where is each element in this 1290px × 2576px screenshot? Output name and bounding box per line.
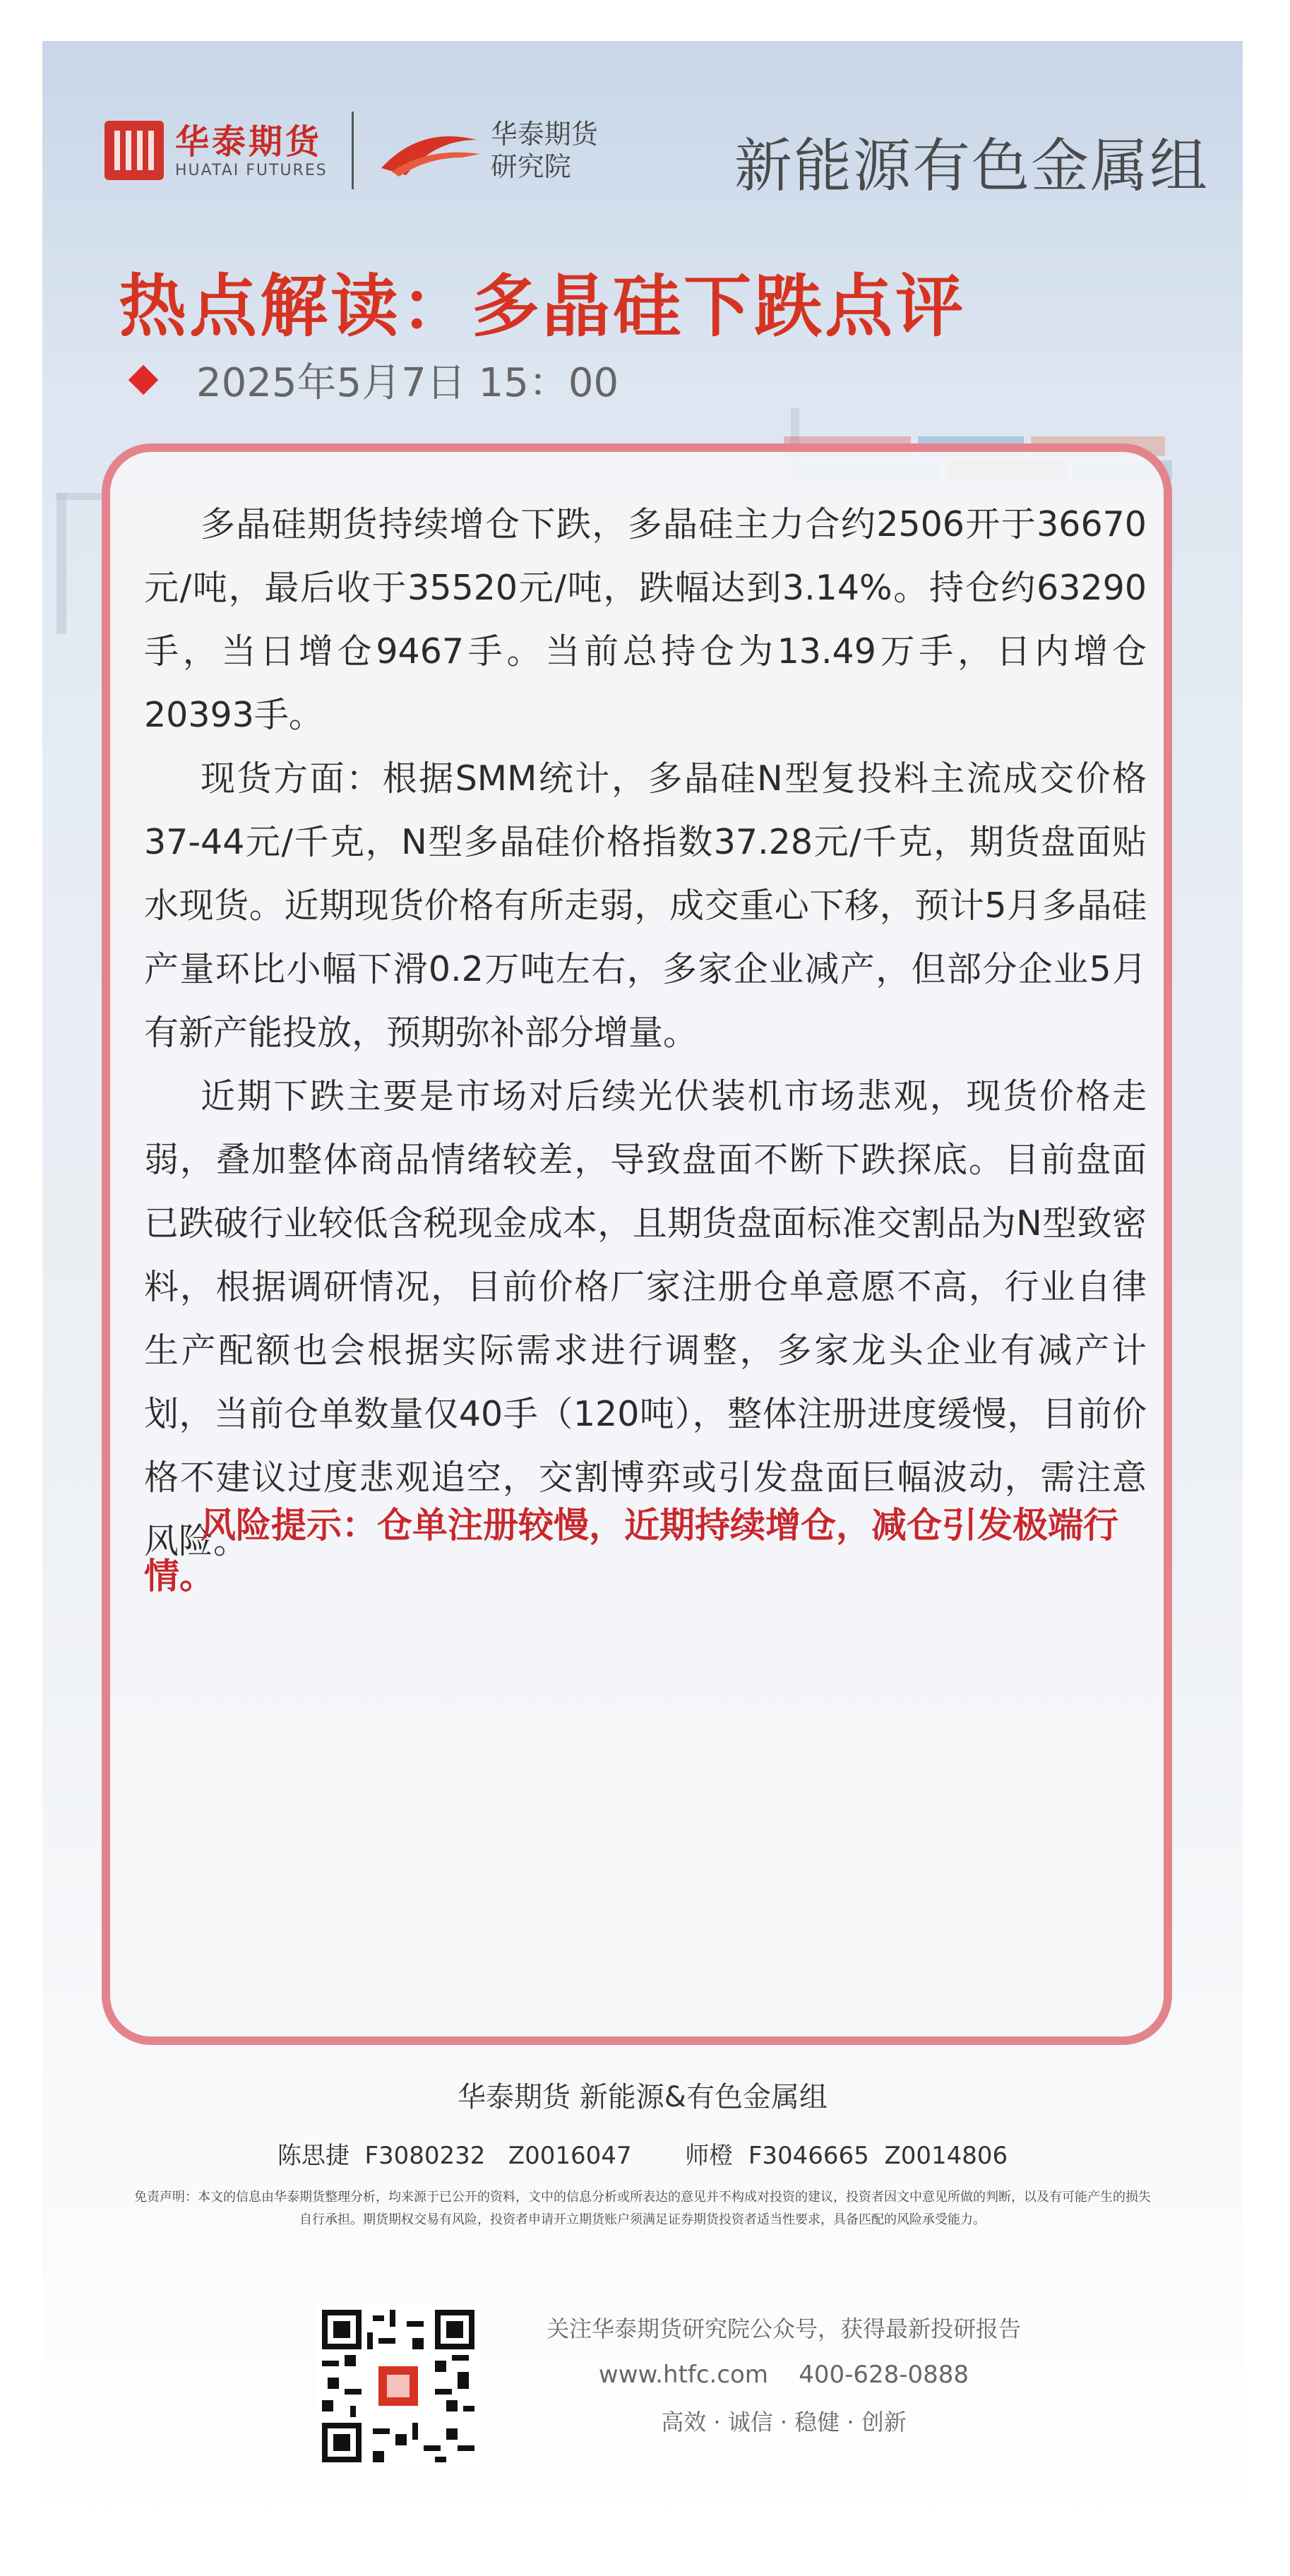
slogan: 高效 · 诚信 · 稳健 · 创新 xyxy=(661,2409,907,2435)
crane-silhouette-left xyxy=(56,493,66,634)
institute-line-2: 研究院 xyxy=(490,151,571,182)
article-paragraph-2: 现货方面：根据SMM统计，多晶硅N型复投料主流成交价格37-44元/千克，N型多晶硅价格指数37.28元/千克，期货盘面贴水现货。近期现货价格有所走弱，成交重心下移，预计5月多晶硅产量环比小幅下滑0.2万吨左右，多家企业减产，但部分企业5月有新产能投放，预期弥补部分增量。 xyxy=(144,758,1147,1053)
follow-text: 关注华泰期货研究院公众号，获得最新投研报告 xyxy=(546,2315,1021,2342)
article-paragraph-1: 多晶硅期货持续增仓下跌，多晶硅主力合约2506开于36670元/吨，最后收于35520元/吨，跌幅达到3.14%。持仓约63290手，当日增仓9467手。当前总持仓为13.49万手，日内增仓20393手。 xyxy=(144,504,1147,735)
contact-block xyxy=(530,2311,1038,2437)
publish-date: 2025年5月7日 15：00 xyxy=(196,360,619,406)
huatai-logo-icon xyxy=(104,121,164,180)
article-paragraph-3: 近期下跌主要是市场对后续光伏装机市场悲观，现货价格走弱，叠加整体商品情绪较差，导致盘面不断下跌探底。目前盘面已跌破行业较低含税现金成本，且期货盘面标准交割品为N型致密料，根据调研情况，目前价格厂家注册仓单意愿不高，行业自律生产配额也会根据实际需求进行调整，多家龙头企业有减产计划，当前仓单数量仅40手（120吨），整体注册进度缓慢，目前价格不建议过度悲观追空，交割博弈或引发盘面巨幅波动，需注意风险。 xyxy=(144,1076,1147,1561)
website-phone[interactable]: www.htfc.com 400-628-0888 xyxy=(598,2361,969,2389)
brand-name-en: HUATAI FUTURES xyxy=(175,161,328,179)
brand-logo xyxy=(104,112,598,189)
footer xyxy=(42,2075,1243,2231)
footer-disclaimer: 免责声明：本文的信息由华泰期货整理分析，均来源于已公开的资料，文中的信息分析或所表达的意见并不构成对投资的建议，投资者因文中意见所做的判断，以及有可能产生的损失自行承担。期货期权交易有风险，投资者申请开立期货账户须满足证券期货投资者适当性要求，具备匹配的风险承受能力。 xyxy=(134,2190,1151,2227)
article-card xyxy=(102,443,1172,2045)
date-row xyxy=(121,352,619,408)
diamond-bullet-icon xyxy=(129,365,158,395)
logo-divider xyxy=(352,112,354,189)
footer-analysts: 陈思捷 F3080232 Z0016047 师橙 F3046665 Z0014806 xyxy=(277,2142,1008,2170)
qr-code[interactable] xyxy=(316,2304,480,2468)
risk-warning: 风险提示：仓单注册较慢，近期持续增仓，减仓引发极端行情。 xyxy=(144,1505,1118,1597)
headline: 热点解读：多晶硅下跌点评 xyxy=(119,267,966,346)
brand-name-cn: 华泰期货 xyxy=(175,121,323,162)
institute-line-1: 华泰期货 xyxy=(490,119,598,150)
poster xyxy=(42,41,1243,2529)
institute-swoosh-icon xyxy=(378,119,484,182)
footer-group-name: 华泰期货 新能源&有色金属组 xyxy=(458,2081,828,2113)
group-title: 新能源有色金属组 xyxy=(734,133,1209,200)
qr-code-icon xyxy=(322,2310,474,2462)
